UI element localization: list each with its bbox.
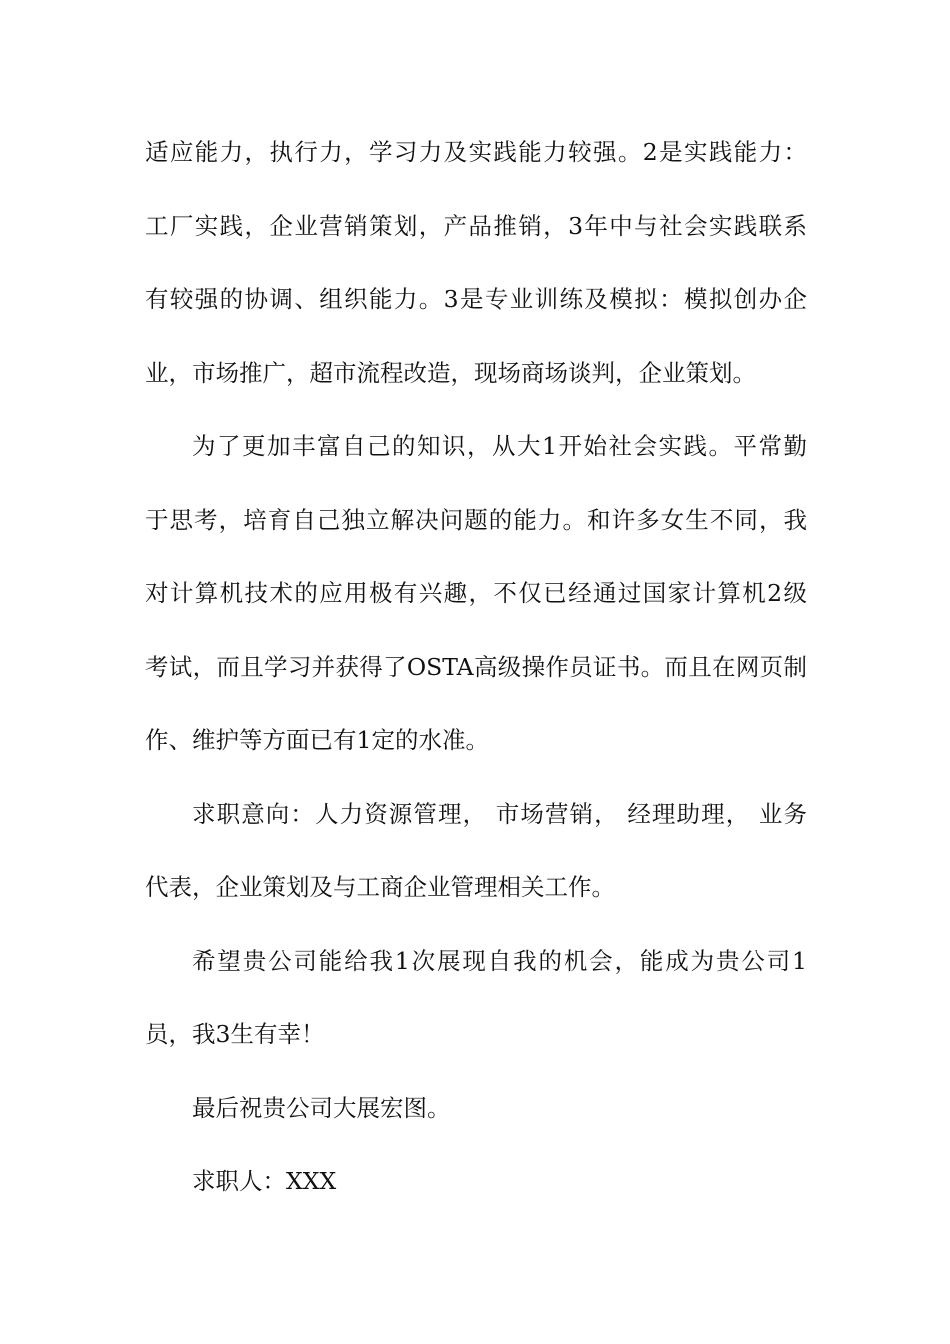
text-line [145,1005,807,1079]
text-line-content: 作、维护等方面已有1定的水准。 [145,726,489,754]
text-line [145,417,807,491]
signature-line: 求职人：XXX [192,1167,337,1195]
text-line-content: 最后祝贵公司大展宏图。 [192,1093,451,1122]
text-line-content: 适应能力，执行力，学习力及实践能力较强。2是实践能力： [145,138,807,166]
text-line-content: 工厂实践，企业营销策划，产品推销，3年中与社会实践联系 [145,211,807,240]
text-line [145,270,807,344]
text-line [145,1152,807,1226]
document-body [145,123,807,1226]
text-line [145,785,807,859]
text-line-content: 员，我3生有幸！ [145,1020,325,1048]
text-line [145,638,807,712]
text-line-content: 有较强的协调、组织能力。3是专业训练及模拟：模拟创办企 [145,285,807,313]
text-line [145,197,807,271]
text-line-content: 求职意向：人力资源管理， 市场营销， 经理助理， 业务 [192,799,807,828]
text-line-content: 考试，而且学习并获得了OSTA高级操作员证书。而且在网页制 [145,652,807,681]
text-line-content: 于思考，培育自己独立解决问题的能力。和许多女生不同，我 [145,505,807,534]
text-line [145,564,807,638]
text-line [145,858,807,932]
text-line-content: 希望贵公司能给我1次展现自我的机会，能成为贵公司1 [192,946,807,975]
text-line-content: 代表，企业策划及与工商企业管理相关工作。 [145,873,615,901]
text-line-content: 业，市场推广，超市流程改造，现场商场谈判，企业策划。 [145,358,756,387]
text-line-content: 对计算机技术的应用极有兴趣，不仅已经通过国家计算机2级 [145,579,807,607]
text-line-content: 为了更加丰富自己的知识，从大1开始社会实践。平常勤 [192,432,807,460]
text-line [145,932,807,1006]
text-line [145,123,807,197]
text-line [145,711,807,785]
text-line [145,1079,807,1153]
text-line [145,491,807,565]
text-line [145,344,807,418]
